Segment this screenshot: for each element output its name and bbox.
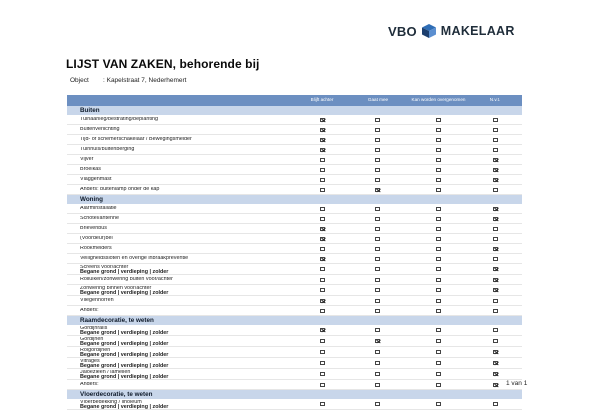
row-label (80, 277, 300, 282)
table-row (67, 185, 522, 195)
table-row (67, 264, 522, 275)
row-label-text: Rolluiken/zonwering buiten voor/achter (80, 277, 173, 282)
checkbox-gaat-mee[interactable] (375, 361, 380, 365)
row-floor-options: Begane grond | verdieping | zolder (80, 329, 169, 335)
table-row (67, 214, 522, 224)
checkbox-nvt[interactable] (493, 158, 498, 162)
checkbox-gaat-mee[interactable] (375, 178, 380, 182)
checkbox-blijft-achter[interactable] (320, 188, 325, 192)
checkbox-gaat-mee[interactable] (375, 402, 380, 406)
checkbox-blijft-achter[interactable] (320, 168, 325, 172)
checkbox-nvt[interactable] (493, 178, 498, 182)
checkbox-gaat-mee[interactable] (375, 237, 380, 241)
row-label-text: Vliegenhorren (80, 298, 114, 303)
row-label (80, 226, 300, 231)
column-header-gaat-mee: Gaat mee (367, 97, 389, 103)
checkbox-blijft-achter[interactable] (320, 361, 325, 365)
checkbox-kan-worden-overgenomen[interactable] (436, 227, 441, 231)
row-label (80, 246, 300, 251)
checkbox-kan-worden-overgenomen[interactable] (436, 118, 441, 122)
row-label-text: Anders: buitenlamp onder de kap (80, 187, 160, 192)
table-row (67, 336, 522, 347)
row-label-text: Vijver (80, 157, 94, 162)
table-row (67, 155, 522, 165)
table-row (67, 254, 522, 264)
checkbox-blijft-achter[interactable] (320, 383, 325, 387)
checkbox-nvt[interactable] (493, 372, 498, 376)
row-floor-options: Begane grond | verdieping | zolder (80, 351, 169, 357)
table-row (67, 358, 522, 369)
checkbox-kan-worden-overgenomen[interactable] (436, 278, 441, 282)
checkbox-nvt[interactable] (493, 402, 498, 406)
checkbox-gaat-mee[interactable] (375, 158, 380, 162)
checkbox-gaat-mee[interactable] (375, 257, 380, 261)
object-value: : Kapelstraat 7, Nederhemert (103, 77, 187, 84)
row-label (80, 400, 300, 409)
checkbox-kan-worden-overgenomen[interactable] (436, 168, 441, 172)
row-label-text: Anders: (80, 382, 99, 387)
checkbox-blijft-achter[interactable] (320, 339, 325, 343)
row-label-text: Vitrages (80, 359, 100, 364)
row-label-text: Jaloezieën / lamellen (80, 370, 131, 375)
section-header: Buiten (67, 106, 522, 115)
checkbox-nvt[interactable] (493, 278, 498, 282)
row-label-text: Rolgordijnen (80, 348, 111, 353)
table-row (67, 224, 522, 234)
checkbox-nvt[interactable] (493, 339, 498, 343)
checkbox-kan-worden-overgenomen[interactable] (436, 128, 441, 132)
table-body (67, 106, 522, 410)
row-label-text: Buitenverlichting (80, 127, 120, 132)
checkbox-gaat-mee[interactable] (375, 278, 380, 282)
checkbox-nvt[interactable] (493, 118, 498, 122)
row-label (80, 177, 300, 182)
table-row (67, 275, 522, 285)
table-row (67, 244, 522, 254)
checkbox-kan-worden-overgenomen[interactable] (436, 138, 441, 142)
checkbox-nvt[interactable] (493, 361, 498, 365)
checkbox-kan-worden-overgenomen[interactable] (436, 383, 441, 387)
row-label (80, 216, 300, 221)
checkbox-blijft-achter[interactable] (320, 128, 325, 132)
table-row (67, 145, 522, 155)
row-label (80, 359, 300, 368)
row-label-text: Veiligheidssloten en overige inbraakpreventie (80, 256, 189, 261)
checkbox-blijft-achter[interactable] (320, 237, 325, 241)
row-label-text: Schotel/antenne (80, 216, 119, 221)
row-label (80, 236, 300, 241)
checkbox-nvt[interactable] (493, 207, 498, 211)
checkbox-blijft-achter[interactable] (320, 372, 325, 376)
table-row (67, 347, 522, 358)
row-label-text: Gordijnrails (80, 326, 108, 331)
checkbox-kan-worden-overgenomen[interactable] (436, 207, 441, 211)
row-label (80, 147, 300, 152)
table-row (67, 115, 522, 125)
checkbox-nvt[interactable] (493, 309, 498, 313)
logo-text-vbo: VBO (388, 23, 417, 39)
row-label-text: Anders: (80, 308, 99, 313)
row-label (80, 117, 300, 122)
table-row (67, 369, 522, 380)
checkbox-nvt[interactable] (493, 188, 498, 192)
table-row (67, 325, 522, 336)
table-row (67, 285, 522, 296)
checkbox-kan-worden-overgenomen[interactable] (436, 350, 441, 354)
checkbox-gaat-mee[interactable] (375, 227, 380, 231)
checkbox-kan-worden-overgenomen[interactable] (436, 237, 441, 241)
checkbox-nvt[interactable] (493, 128, 498, 132)
row-label-text: Tuinaanleg/bestrating/beplanting (80, 117, 159, 122)
table-row (67, 234, 522, 244)
checkbox-gaat-mee[interactable] (375, 350, 380, 354)
document-title: LIJST VAN ZAKEN, behorende bij (66, 57, 260, 71)
checkbox-gaat-mee[interactable] (375, 288, 380, 292)
checkbox-gaat-mee[interactable] (375, 128, 380, 132)
checkbox-kan-worden-overgenomen[interactable] (436, 402, 441, 406)
column-header-nvt: N.v.t. (489, 97, 501, 103)
checkbox-blijft-achter[interactable] (320, 257, 325, 261)
checkbox-blijft-achter[interactable] (320, 309, 325, 313)
row-label (80, 337, 300, 346)
checkbox-blijft-achter[interactable] (320, 278, 325, 282)
checkbox-nvt[interactable] (493, 257, 498, 261)
checkbox-gaat-mee[interactable] (375, 299, 380, 303)
checkbox-kan-worden-overgenomen[interactable] (436, 257, 441, 261)
row-label (80, 256, 300, 261)
checkbox-kan-worden-overgenomen[interactable] (436, 288, 441, 292)
section-header: Woning (67, 195, 522, 204)
table-row (67, 165, 522, 175)
vbo-makelaar-logo (388, 22, 515, 40)
checkbox-gaat-mee[interactable] (375, 247, 380, 251)
checkbox-blijft-achter[interactable] (320, 328, 325, 332)
checkbox-gaat-mee[interactable] (375, 309, 380, 313)
row-floor-options: Begane grond | verdieping | zolder (80, 340, 169, 346)
checkbox-kan-worden-overgenomen[interactable] (436, 299, 441, 303)
row-label-text: Vloerbedekking / linoleum (80, 400, 142, 405)
checkbox-nvt[interactable] (493, 383, 498, 387)
checkbox-blijft-achter[interactable] (320, 178, 325, 182)
row-label (80, 298, 300, 303)
row-label (80, 370, 300, 379)
checkbox-gaat-mee[interactable] (375, 207, 380, 211)
checkbox-gaat-mee[interactable] (375, 138, 380, 142)
object-line (70, 77, 186, 84)
table-row (67, 135, 522, 145)
checkbox-nvt[interactable] (493, 237, 498, 241)
checkbox-blijft-achter[interactable] (320, 402, 325, 406)
checkbox-nvt[interactable] (493, 148, 498, 152)
row-label (80, 157, 300, 162)
checkbox-blijft-achter[interactable] (320, 148, 325, 152)
table-header (67, 95, 522, 106)
checkbox-kan-worden-overgenomen[interactable] (436, 178, 441, 182)
column-header-kan-worden-overgenomen: Kan worden overgenomen (411, 97, 466, 103)
checkbox-gaat-mee[interactable] (375, 372, 380, 376)
checkbox-kan-worden-overgenomen[interactable] (436, 361, 441, 365)
row-label-text: Zonwering binnen voor/achter (80, 286, 152, 291)
row-label-text: Tuinhuis/buitenberging (80, 147, 135, 152)
row-label-text: Alarminstallatie (80, 206, 117, 211)
checkbox-gaat-mee[interactable] (375, 339, 380, 343)
checkbox-nvt[interactable] (493, 247, 498, 251)
row-label-text: (Voordeur)bel (80, 236, 113, 241)
checkbox-gaat-mee[interactable] (375, 118, 380, 122)
checkbox-kan-worden-overgenomen[interactable] (436, 188, 441, 192)
checkbox-blijft-achter[interactable] (320, 217, 325, 221)
checkbox-gaat-mee[interactable] (375, 217, 380, 221)
table-row (67, 204, 522, 214)
checkbox-blijft-achter[interactable] (320, 227, 325, 231)
row-label (80, 286, 300, 295)
row-label (80, 326, 300, 335)
checkbox-nvt[interactable] (493, 328, 498, 332)
row-label (80, 382, 300, 387)
row-label (80, 308, 300, 313)
checkbox-nvt[interactable] (493, 227, 498, 231)
checkbox-nvt[interactable] (493, 217, 498, 221)
row-label-text: Vlaggenmast (80, 177, 112, 182)
table-row (67, 306, 522, 316)
checkbox-blijft-achter[interactable] (320, 350, 325, 354)
row-label (80, 137, 300, 142)
checkbox-gaat-mee[interactable] (375, 148, 380, 152)
checkbox-nvt[interactable] (493, 267, 498, 271)
checkbox-kan-worden-overgenomen[interactable] (436, 328, 441, 332)
checkbox-kan-worden-overgenomen[interactable] (436, 267, 441, 271)
row-label (80, 127, 300, 132)
page-number: 1 van 1 (506, 380, 528, 387)
column-header-blijft-achter: Blijft achter (310, 97, 334, 103)
row-label-text: Gordijnen (80, 337, 104, 342)
object-label: Object (70, 77, 89, 84)
row-label-text: Rookmelders (80, 246, 112, 251)
row-label (80, 265, 300, 274)
checkbox-blijft-achter[interactable] (320, 118, 325, 122)
checkbox-kan-worden-overgenomen[interactable] (436, 309, 441, 313)
checkbox-nvt[interactable] (493, 350, 498, 354)
checkbox-gaat-mee[interactable] (375, 188, 380, 192)
row-label (80, 167, 300, 172)
row-floor-options: Begane grond | verdieping | zolder (80, 268, 169, 274)
row-label-text: Tijd- of schemerschakelaar / Bewegingsmelder (80, 137, 192, 142)
checkbox-kan-worden-overgenomen[interactable] (436, 158, 441, 162)
row-floor-options: Begane grond | verdieping | zolder (80, 362, 169, 368)
checkbox-blijft-achter[interactable] (320, 288, 325, 292)
checkbox-blijft-achter[interactable] (320, 267, 325, 271)
checkbox-kan-worden-overgenomen[interactable] (436, 339, 441, 343)
row-label-text: Broeikas (80, 167, 101, 172)
row-label (80, 348, 300, 357)
checkbox-kan-worden-overgenomen[interactable] (436, 247, 441, 251)
section-header: Vloerdecoratie, te weten (67, 390, 522, 399)
table-row (67, 125, 522, 135)
row-floor-options: Begane grond | verdieping | zolder (80, 289, 169, 295)
checkbox-kan-worden-overgenomen[interactable] (436, 148, 441, 152)
checkbox-blijft-achter[interactable] (320, 138, 325, 142)
checkbox-gaat-mee[interactable] (375, 168, 380, 172)
checkbox-nvt[interactable] (493, 168, 498, 172)
table-row (67, 175, 522, 185)
row-floor-options: Begane grond | verdieping | zolder (80, 403, 169, 409)
table-row (67, 296, 522, 306)
table-row (67, 399, 522, 410)
checkbox-blijft-achter[interactable] (320, 299, 325, 303)
row-label (80, 187, 300, 192)
logo-text-makelaar: MAKELAAR (440, 24, 515, 38)
row-label (80, 206, 300, 211)
row-label-text: Screens voor/achter (80, 265, 129, 270)
checkbox-nvt[interactable] (493, 138, 498, 142)
checkbox-blijft-achter[interactable] (320, 207, 325, 211)
checkbox-gaat-mee[interactable] (375, 267, 380, 271)
table-row (67, 380, 522, 390)
logo-cube-icon (421, 24, 437, 38)
checkbox-nvt[interactable] (493, 288, 498, 292)
checkbox-kan-worden-overgenomen[interactable] (436, 372, 441, 376)
checkbox-gaat-mee[interactable] (375, 383, 380, 387)
checklist-table (67, 95, 522, 410)
checkbox-blijft-achter[interactable] (320, 158, 325, 162)
checkbox-nvt[interactable] (493, 299, 498, 303)
checkbox-blijft-achter[interactable] (320, 247, 325, 251)
row-label-text: Brievenbus (80, 226, 107, 231)
checkbox-kan-worden-overgenomen[interactable] (436, 217, 441, 221)
checkbox-gaat-mee[interactable] (375, 328, 380, 332)
row-floor-options: Begane grond | verdieping | zolder (80, 373, 169, 379)
section-header: Raamdecoratie, te weten (67, 316, 522, 325)
